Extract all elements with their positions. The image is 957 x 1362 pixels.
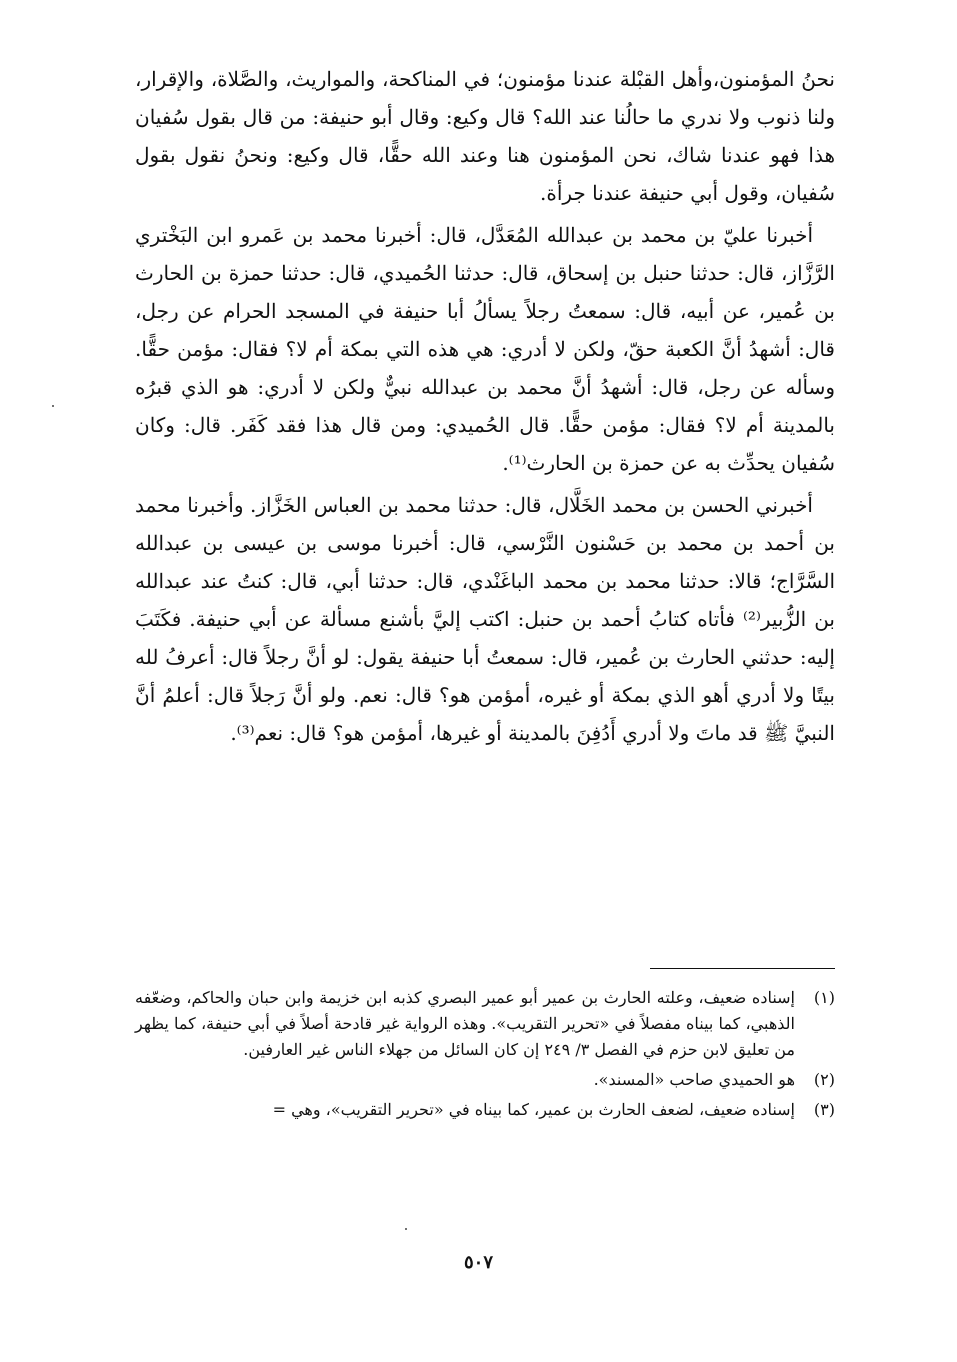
footnote-2 (135, 1067, 835, 1093)
footnote-3 (135, 1097, 835, 1123)
footnote-text: هو الحميدي صاحب «المسند». (593, 1070, 795, 1089)
footnote-text: إسناده ضعيف، لضعف الحارث بن عمير، كما بيناه في «تحرير التقريب»، وهي = (272, 1100, 795, 1119)
footnote-text: إسناده ضعيف، وعلته الحارث بن عمير أبو عمير البصري كذبه ابن خزيمة وابن حبان والحاكم، وضعّفه الذهبي، كما بيناه مفصلاً في «تحرير التقريب». وهذه الرواية غير قادحة أصلاً في أبي حنيفة، كما يظهر من تعليق لابن حزم في الفصل ٣/ ٢٤٩ إن كان السائل من جهلاء الناس غير العارفين. (135, 988, 795, 1059)
footnote-1 (135, 985, 835, 1063)
page-number: ٥٠٧ (463, 1252, 493, 1273)
footnote-number: (٢) (813, 1070, 835, 1089)
main-text (135, 60, 835, 752)
footnote-number: (٣) (813, 1100, 835, 1119)
paragraph-3: أخبرني الحسن بن محمد الخَلَّال، قال: حدثنا محمد بن العباس الخَزَّاز. وأخبرنا محمد بن أحمد بن محمد بن حَسْنون النَّرْسي، قال: أخبرنا موسى بن عيسى بن عبدالله السَّرَّاج؛ قالا: حدثنا محمد بن محمد الباغَنْدي، قال: حدثنا أبي، قال: كنتُ عند عبدالله بن الزُّبير⁽²⁾ فأتاه كتابُ أحمد بن حنبل: اكتب إليَّ بأشنع مسألة عن أبي حنيفة. فكَتَبَ إليه: حدثني الحارث بن عُمير، قال: سمعتُ أبا حنيفة يقول: لو أنَّ رجلاً قال: أعرفُ لله بيتًا ولا أدري أهو الذي بمكة أو غيره، أمؤمن هو؟ قال: نعم. ولو أنَّ رَجلاً قال: أعلمُ أنَّ النبيَّ ﷺ قد ماتَ ولا أدري أَدُفِنَ بالمدينة أو غيرها، أمؤمن هو؟ قال: نعم⁽³⁾. (135, 493, 835, 745)
paragraph-2: أخبرنا عليّ بن محمد بن عبدالله المُعَدَّل، قال: أخبرنا محمد بن عَمرو ابن البَخْتري الرَّزَّاز، قال: حدثنا حنبل بن إسحاق، قال: حدثنا الحُميدي، قال: حدثنا حمزة بن الحارث بن عُمير، عن أبيه، قال: سمعتُ رجلاً يسألُ أبا حنيفة في المسجد الحرام عن رجل، قال: أشهدُ أنَّ الكعبة حقّ، ولكن لا أدري: هي هذه التي بمكة أم لا؟ فقال: مؤمن حقًّا. وسأله عن رجل، قال: أشهدُ أنَّ محمد بن عبدالله نبيٌّ ولكن لا أدري: هو الذي قبرُه بالمدينة أم لا؟ فقال: مؤمن حقًّا. قال الحُميدي: ومن قال هذا فقد كَفَر. قال: وكان سُفيان يحدِّث به عن حمزة بن الحارث⁽¹⁾. (135, 223, 835, 475)
footnotes (135, 985, 835, 1127)
footnote-separator (650, 968, 835, 969)
scan-speck (52, 405, 54, 407)
footnote-number: (١) (813, 988, 835, 1007)
scan-speck (405, 1228, 407, 1230)
paragraph-1: نحنُ المؤمنون،وأهل القبْلة عندنا مؤمنون؛ في المناكحة، والمواريث، والصَّلاة، والإقرار، ولنا ذنوب ولا ندري ما حالُنا عند الله؟ قال وكيع: وقال أبو حنيفة: من قال بقول سُفيان هذا فهو عندنا شاك، نحن المؤمنون هنا وعند الله حقًّا، قال وكيع: ونحنُ نقول بقول سُفيان، وقول أبي حنيفة عندنا جرأة. (135, 67, 835, 205)
